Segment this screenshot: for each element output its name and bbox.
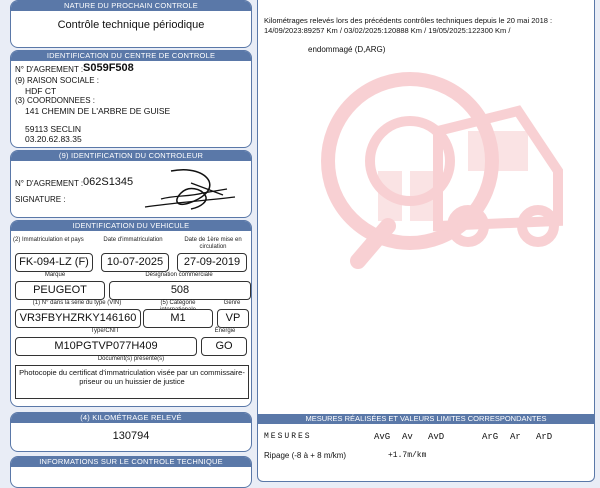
col-avg: AvG: [374, 432, 391, 442]
kilometrage-header: (4) KILOMÉTRAGE RELEVÉ: [11, 413, 251, 423]
type-label: Type/CNIT: [90, 328, 120, 334]
signature-label: SIGNATURE :: [15, 195, 66, 204]
centre-agrement-label: N° D'AGREMENT :: [15, 65, 84, 74]
infos-card: [10, 456, 252, 488]
centre-card: [10, 50, 252, 148]
designation-label: Désignation commerciale: [145, 272, 213, 278]
centre-phone: 03.20.62.83.35: [25, 134, 82, 144]
immat-label: (2) Immatriculation et pays: [13, 237, 84, 243]
next-control-header: NATURE DU PROCHAIN CONTROLE: [11, 1, 251, 11]
raison-sociale-value: HDF CT: [25, 86, 57, 96]
endommage-text: endommagé (D,ARG): [308, 45, 386, 54]
vehicule-header: IDENTIFICATION DU VEHICULE: [11, 221, 251, 231]
vin-value: VR3FBYHZRKY146160: [15, 309, 141, 328]
marque-value: PEUGEOT: [15, 281, 105, 300]
docs-label: Document(s) présenté(s): [97, 356, 165, 362]
km-history-values: 14/09/2023:89257 Km / 03/02/2025:120888 Km / 19/05/2025:122300 Km /: [264, 26, 511, 35]
date-immat-value: 10-07-2025: [101, 253, 169, 272]
coordonnees-label: (3) COORDONNEES :: [15, 96, 96, 105]
date-circ-label: Date de 1ère mise en circulation: [184, 237, 242, 250]
vehicule-card: [10, 220, 252, 407]
vin-label: (1) N° dans la série du type (VIN): [32, 300, 122, 306]
col-avd: AvD: [428, 432, 445, 442]
immat-value: FK-094-LZ (F): [15, 253, 93, 272]
categorie-label: (5) Catégorie: [160, 300, 196, 306]
next-control-card: [10, 0, 252, 48]
raison-sociale-label: (9) RAISON SOCIALE :: [15, 76, 100, 85]
centre-city: 59113 SECLIN: [25, 124, 82, 134]
energie-label: Énergie: [214, 328, 236, 334]
controleur-card: [10, 150, 252, 218]
car-inspection-watermark: [318, 51, 568, 281]
centre-header: IDENTIFICATION DU CENTRE DE CONTROLE: [11, 51, 251, 61]
controleur-agrement-label: N° D'AGREMENT :: [15, 179, 84, 188]
mesures-header: MESURES RÉALISÉES ET VALEURS LIMITES CORRESPONDANTES: [258, 414, 594, 424]
col-av: Av: [402, 432, 413, 442]
km-history-title: Kilométrages relevés lors des précédents contrôles techniques depuis le 20 mai 2018 :: [264, 16, 553, 25]
date-circ-value: 27-09-2019: [177, 253, 247, 272]
signature-image: [131, 163, 243, 213]
genre-label: Genre: [223, 300, 241, 306]
centre-address: 141 CHEMIN DE L'ARBRE DE GUISE: [25, 106, 171, 116]
categorie-value: M1: [143, 309, 213, 328]
type-value: M10PGTVP077H409: [15, 337, 197, 356]
ripage-value: +1.7m/km: [388, 451, 427, 460]
col-ar: Ar: [510, 432, 521, 442]
date-immat-label: Date d'immatriculation: [103, 237, 163, 243]
right-panel: [257, 0, 595, 482]
mesures-label: MESURES: [264, 432, 312, 441]
kilometrage-value: 130794: [112, 430, 150, 442]
controleur-agrement-value: 062S1345: [83, 176, 134, 188]
docs-value: Photocopie du certificat d'immatriculation visée par un commissaire-priseur ou un huissier de justice: [15, 365, 249, 399]
centre-agrement-value: S059F508: [83, 62, 134, 74]
controleur-header: (9) IDENTIFICATION DU CONTROLEUR: [11, 151, 251, 161]
marque-label: Marque: [44, 272, 66, 278]
genre-value: VP: [217, 309, 249, 328]
next-control-value: Contrôle technique périodique: [57, 19, 205, 31]
infos-header: INFORMATIONS SUR LE CONTROLE TECHNIQUE DÉFAVORABLE: [11, 457, 251, 467]
col-ard: ArD: [536, 432, 553, 442]
designation-value: 508: [109, 281, 251, 300]
col-arg: ArG: [482, 432, 499, 442]
energie-value: GO: [201, 337, 247, 356]
ripage-label: Ripage (-8 à + 8 m/km): [264, 451, 347, 460]
kilometrage-card: [10, 412, 252, 452]
